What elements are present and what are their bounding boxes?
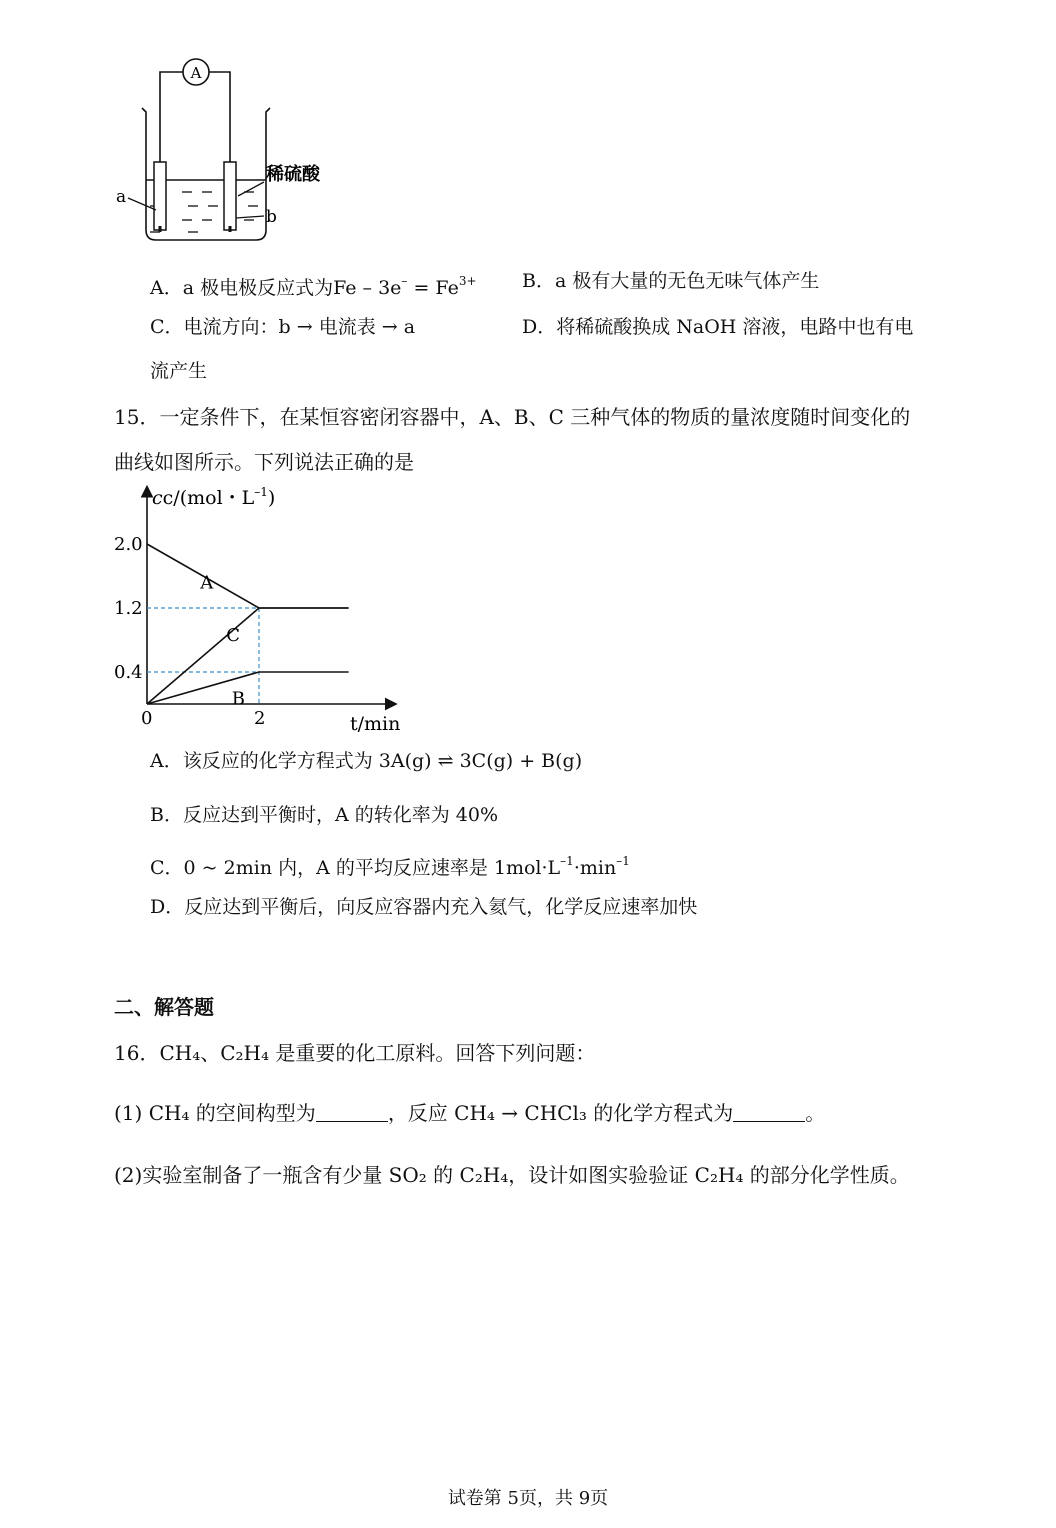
q15-stem-line2: 曲线如图所示。下列说法正确的是 xyxy=(114,450,414,474)
q16-stem: 16．CH₄、C₂H₄ 是重要的化工原料。回答下列问题： xyxy=(114,1041,596,1065)
q15-option-a: A．该反应的化学方程式为 3A(g) ⇌ 3C(g) + B(g) xyxy=(150,750,583,772)
q14-option-b: B．a 极有大量的无色无味气体产生 xyxy=(522,270,820,292)
page-footer: 试卷第 5页，共 9页 xyxy=(447,1488,609,1509)
y-tick-label: 2.0 xyxy=(114,534,143,555)
q15-option-c: C．0 ~ 2min 内，A 的平均反应速率是 $1mol\cdot L^{-1}\cdot\min^{-1}$ xyxy=(150,854,630,879)
series-label-B: B xyxy=(231,688,246,710)
q15-stem-line1: 15．一定条件下，在某恒容密闭容器中，A、B、C 三种气体的物质的量浓度随时间变化的 xyxy=(114,405,911,429)
acid-label: 稀硫酸 xyxy=(266,164,320,185)
series-label-A: A xyxy=(200,572,214,594)
series-line-B xyxy=(147,672,349,704)
concentration-time-chart xyxy=(100,478,420,740)
electrode-a xyxy=(154,162,166,230)
y-tick-label: 1.2 xyxy=(114,598,143,619)
electrochemical-cell-figure xyxy=(110,50,350,250)
series-line-C xyxy=(147,608,349,704)
y-axis-label: cc/(mol・$L^{-1}$) xyxy=(152,485,276,509)
series-label-C: C xyxy=(226,625,240,647)
q16-part1: (1) CH₄ 的空间构型为 ，反应 CH₄ → CHCl₃ 的化学方程式为 。 xyxy=(114,1101,826,1125)
q14-option-d: D．将稀硫酸换成 NaOH 溶液，电路中也有电 xyxy=(522,316,914,338)
section-title: 二、解答题 xyxy=(114,995,214,1019)
answer-blank-2[interactable] xyxy=(733,1103,805,1122)
electrode-a-label: a xyxy=(116,187,127,207)
electrode-b-label: b xyxy=(266,207,277,227)
x-tick-label: 2 xyxy=(254,708,266,729)
q15-option-d: D．反应达到平衡后，向反应容器内充入氦气，化学反应速率加快 xyxy=(150,896,698,918)
q16-part2: (2)实验室制备了一瓶含有少量 SO₂ 的 C₂H₄，设计如图实验验证 C₂H₄ 的部分化学性质。 xyxy=(114,1163,910,1187)
ammeter-label: A xyxy=(190,64,202,82)
origin-label: 0 xyxy=(141,708,153,729)
q14-option-d-continued: 流产生 xyxy=(150,360,208,382)
q14-option-c: C．电流方向：b → 电流表 → a xyxy=(150,316,416,338)
electrode-b xyxy=(224,162,236,230)
y-tick-label: 0.4 xyxy=(114,662,143,683)
x-axis-label: t/min xyxy=(350,713,401,735)
q15-option-b: B．反应达到平衡时，A 的转化率为 40% xyxy=(150,804,499,826)
answer-blank-1[interactable] xyxy=(316,1103,388,1122)
series-line-A xyxy=(147,544,349,608)
q14-option-a: A．a 极电极反应式为$Fe - 3e^- = Fe^{3+}$ xyxy=(150,274,477,299)
